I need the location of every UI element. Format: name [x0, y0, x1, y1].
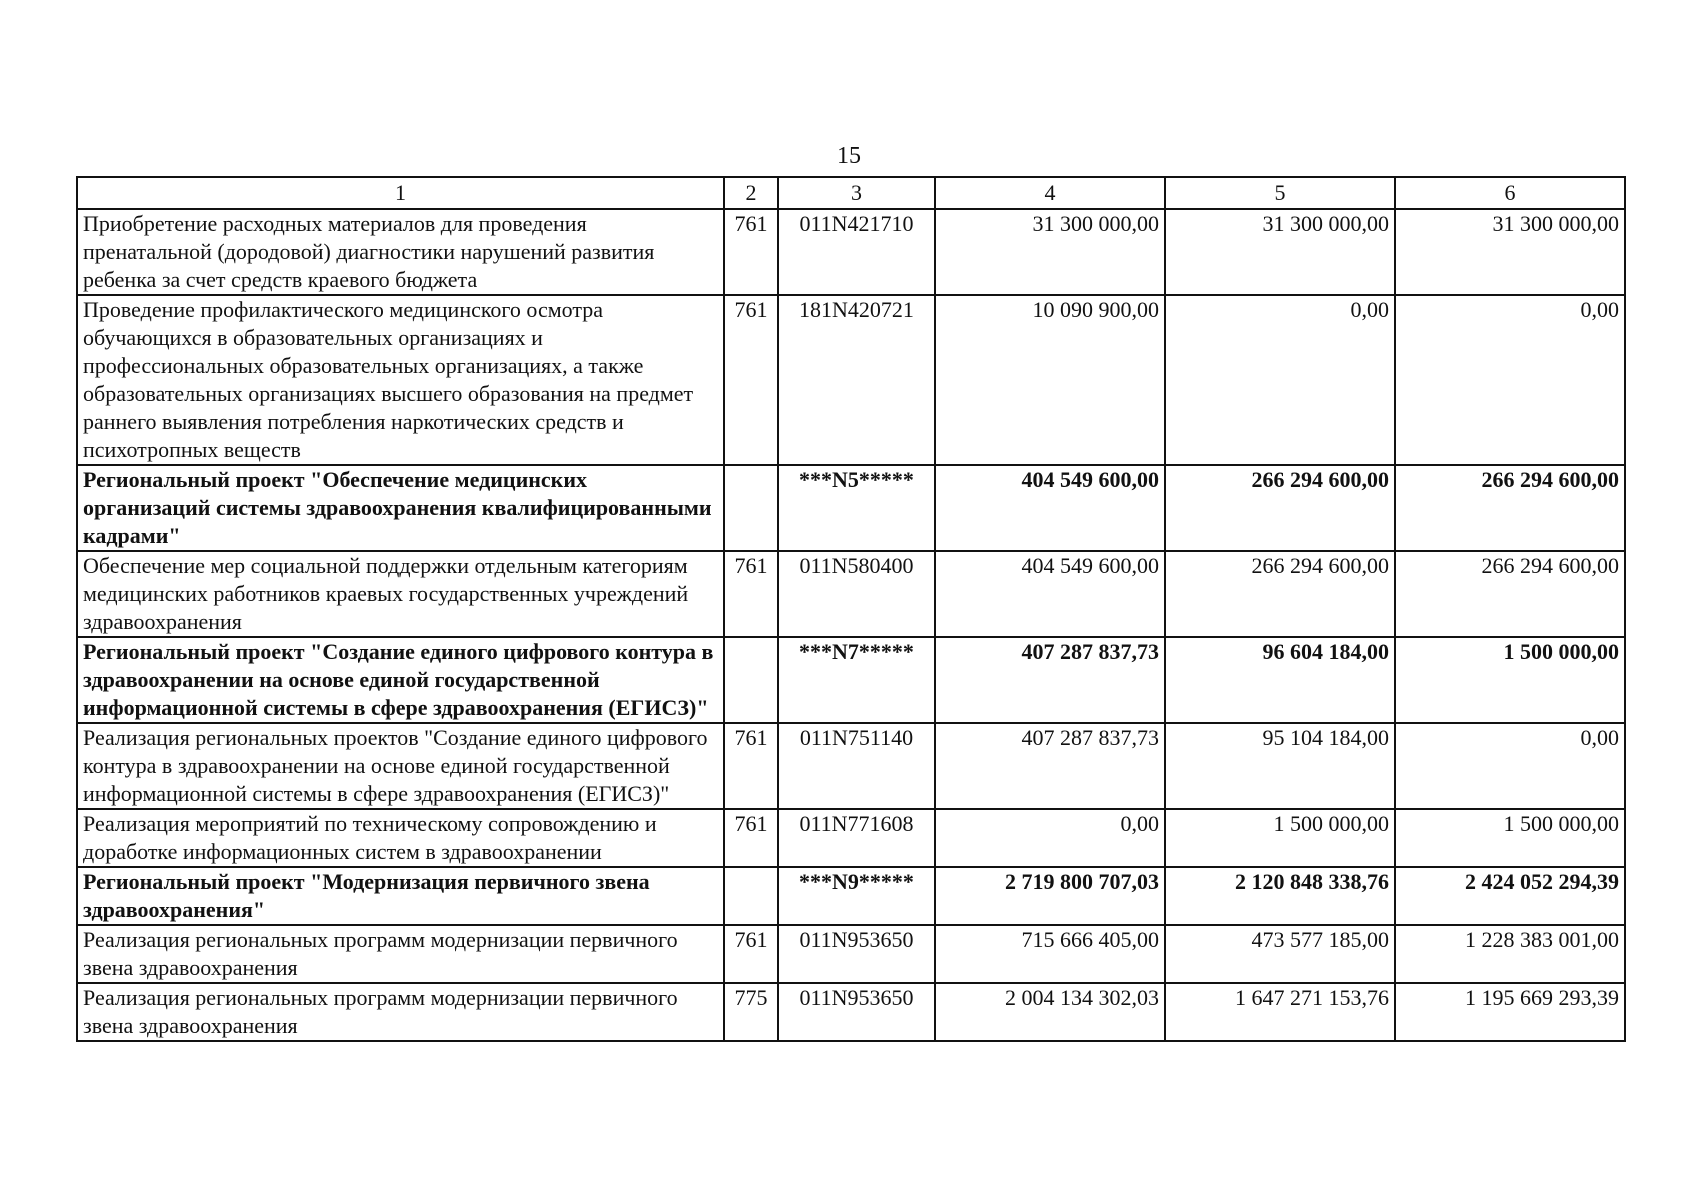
row-target-code: 011N953650: [778, 983, 935, 1041]
row-admin-code: [724, 465, 778, 551]
row-amount-col6: 31 300 000,00: [1395, 209, 1625, 295]
header-col-5: 5: [1165, 177, 1395, 209]
row-target-code: 011N421710: [778, 209, 935, 295]
row-target-code: 011N953650: [778, 925, 935, 983]
row-name: Региональный проект "Создание единого цифрового контура в здравоохранении на основе единой государственной информационной системы в сфере здравоохранения (ЕГИСЗ)": [77, 637, 724, 723]
header-col-4: 4: [935, 177, 1165, 209]
row-amount-col6: 1 500 000,00: [1395, 809, 1625, 867]
row-target-code: ***N5*****: [778, 465, 935, 551]
row-target-code: ***N9*****: [778, 867, 935, 925]
row-amount-col5: 473 577 185,00: [1165, 925, 1395, 983]
header-col-6: 6: [1395, 177, 1625, 209]
row-amount-col4: 10 090 900,00: [935, 295, 1165, 465]
row-amount-col5: 95 104 184,00: [1165, 723, 1395, 809]
row-amount-col4: 404 549 600,00: [935, 551, 1165, 637]
row-amount-col6: 2 424 052 294,39: [1395, 867, 1625, 925]
header-col-3: 3: [778, 177, 935, 209]
row-amount-col5: 1 647 271 153,76: [1165, 983, 1395, 1041]
page-number: 15: [837, 143, 861, 169]
row-target-code: ***N7*****: [778, 637, 935, 723]
row-name: Проведение профилактического медицинского осмотра обучающихся в образовательных организациях и профессиональных образовательных организациях, а также образовательных организациях высшего образования на предмет раннего выявления потребления наркотических средств и психотропных веществ: [77, 295, 724, 465]
row-amount-col6: 266 294 600,00: [1395, 465, 1625, 551]
row-amount-col5: 266 294 600,00: [1165, 465, 1395, 551]
table-row: [77, 209, 1625, 295]
row-admin-code: 761: [724, 551, 778, 637]
row-amount-col4: 407 287 837,73: [935, 723, 1165, 809]
row-admin-code: [724, 867, 778, 925]
row-amount-col5: 266 294 600,00: [1165, 551, 1395, 637]
budget-table: [76, 176, 1626, 1042]
table-row-project: [77, 867, 1625, 925]
table-row: [77, 925, 1625, 983]
row-amount-col4: 2 004 134 302,03: [935, 983, 1165, 1041]
row-amount-col4: 407 287 837,73: [935, 637, 1165, 723]
row-name: Региональный проект "Модернизация первичного звена здравоохранения": [77, 867, 724, 925]
row-admin-code: 761: [724, 809, 778, 867]
row-amount-col5: 96 604 184,00: [1165, 637, 1395, 723]
table-row: [77, 983, 1625, 1041]
table-row-project: [77, 465, 1625, 551]
row-target-code: 011N751140: [778, 723, 935, 809]
row-name: Реализация региональных проектов "Создание единого цифрового контура в здравоохранении на основе единой государственной информационной системы в сфере здравоохранения (ЕГИСЗ)": [77, 723, 724, 809]
row-name: Приобретение расходных материалов для проведения пренатальной (дородовой) диагностики нарушений развития ребенка за счет средств краевого бюджета: [77, 209, 724, 295]
row-amount-col4: 2 719 800 707,03: [935, 867, 1165, 925]
row-amount-col4: 715 666 405,00: [935, 925, 1165, 983]
row-name: Реализация мероприятий по техническому сопровождению и доработке информационных систем в здравоохранении: [77, 809, 724, 867]
row-name: Реализация региональных программ модернизации первичного звена здравоохранения: [77, 983, 724, 1041]
row-amount-col6: 1 195 669 293,39: [1395, 983, 1625, 1041]
header-col-1: 1: [77, 177, 724, 209]
row-amount-col5: 2 120 848 338,76: [1165, 867, 1395, 925]
row-admin-code: 761: [724, 295, 778, 465]
table-row: [77, 723, 1625, 809]
row-amount-col4: 0,00: [935, 809, 1165, 867]
table-row: [77, 295, 1625, 465]
row-target-code: 011N771608: [778, 809, 935, 867]
row-name: Обеспечение мер социальной поддержки отдельным категориям медицинских работников краевых государственных учреждений здравоохранения: [77, 551, 724, 637]
row-admin-code: 761: [724, 925, 778, 983]
row-name: Региональный проект "Обеспечение медицинских организаций системы здравоохранения квалифицированными кадрами": [77, 465, 724, 551]
row-target-code: 011N580400: [778, 551, 935, 637]
row-amount-col5: 0,00: [1165, 295, 1395, 465]
table-row: [77, 551, 1625, 637]
row-amount-col6: 266 294 600,00: [1395, 551, 1625, 637]
row-admin-code: [724, 637, 778, 723]
row-name: Реализация региональных программ модернизации первичного звена здравоохранения: [77, 925, 724, 983]
row-amount-col6: 1 228 383 001,00: [1395, 925, 1625, 983]
table-row: [77, 809, 1625, 867]
table-row-project: [77, 637, 1625, 723]
row-admin-code: 775: [724, 983, 778, 1041]
row-amount-col6: 0,00: [1395, 295, 1625, 465]
row-amount-col4: 31 300 000,00: [935, 209, 1165, 295]
row-admin-code: 761: [724, 723, 778, 809]
table-header-row: [77, 177, 1625, 209]
row-admin-code: 761: [724, 209, 778, 295]
row-amount-col6: 1 500 000,00: [1395, 637, 1625, 723]
row-amount-col5: 31 300 000,00: [1165, 209, 1395, 295]
row-amount-col5: 1 500 000,00: [1165, 809, 1395, 867]
row-amount-col6: 0,00: [1395, 723, 1625, 809]
header-col-2: 2: [724, 177, 778, 209]
row-target-code: 181N420721: [778, 295, 935, 465]
row-amount-col4: 404 549 600,00: [935, 465, 1165, 551]
